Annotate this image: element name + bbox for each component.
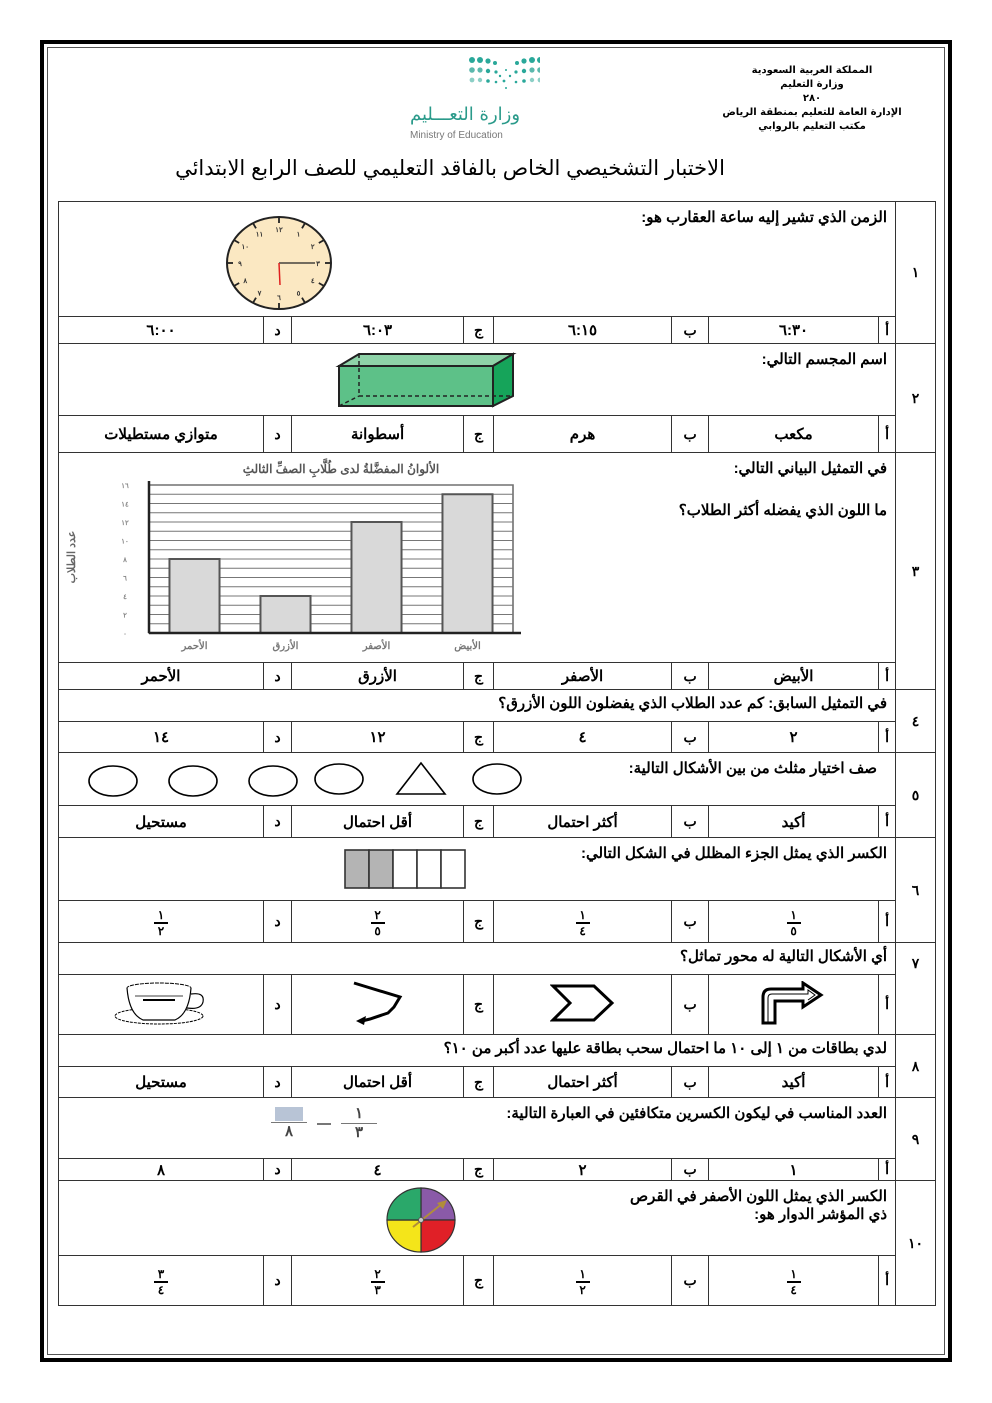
triangle-icon (397, 763, 445, 794)
y-tick-label: ١٦ (121, 483, 129, 490)
circle-icon (169, 766, 217, 796)
clock-numeral: ١١ (255, 231, 264, 239)
strip-part (369, 850, 393, 888)
spinner-sector (421, 1220, 455, 1252)
answer-row (59, 975, 936, 1035)
option-letter: أ (879, 663, 896, 690)
clock-numeral: ١٠ (241, 244, 249, 251)
header-line: المملكة العربية السعودية (751, 65, 873, 76)
question-cell (59, 1181, 896, 1256)
circle-icon (249, 766, 297, 796)
answer-row (59, 1067, 936, 1098)
option-c[interactable]: ٢ ٣ (292, 1256, 464, 1306)
option-letter: أ (879, 722, 896, 753)
option-a[interactable]: ٢ (709, 722, 879, 753)
question-row-3 (59, 453, 936, 663)
option-b[interactable]: ٢ (494, 1159, 672, 1181)
answer-row (59, 901, 936, 943)
option-letter: د (264, 1067, 292, 1098)
question-number: ٥ (896, 753, 936, 838)
option-letter: د (264, 975, 292, 1035)
option-letter: د (264, 806, 292, 838)
option-letter: ج (464, 1159, 494, 1181)
fraction-equation: ٨ ١ ٣ (271, 1106, 377, 1141)
answer-row (59, 663, 936, 690)
option-c[interactable]: أسطوانة (292, 416, 464, 453)
clock-numeral: ٩ (238, 261, 242, 268)
bar (260, 596, 310, 633)
question-text: صف اختيار مثلث من بين الأشكال التالية: (628, 760, 878, 777)
question-subtext: ما اللون الذي يفضله أكثر الطلاب؟ (678, 502, 888, 519)
bar (351, 522, 401, 633)
question-number: ٤ (896, 690, 936, 753)
option-letter: ب (672, 722, 709, 753)
x-tick-label: الأزرق (272, 641, 299, 652)
option-b[interactable]: أكثر احتمال (494, 806, 672, 838)
strip-part (345, 850, 369, 888)
answer-row (59, 722, 936, 753)
option-letter: د (264, 663, 292, 690)
y-tick-label: ٤ (123, 594, 127, 601)
question-text: اسم المجسم التالي: (761, 351, 888, 368)
chevron-icon (550, 983, 616, 1023)
option-c[interactable]: ٤ (292, 1159, 464, 1181)
option-c[interactable]: ١٢ (292, 722, 464, 753)
option-letter: ب (672, 901, 709, 943)
y-tick-label: ٠ (123, 631, 127, 638)
question-cell (59, 1035, 896, 1067)
clock-numeral: ٧ (257, 290, 262, 298)
option-letter: ب (672, 1067, 709, 1098)
option-letter: ب (672, 806, 709, 838)
clock-numeral: ١٢ (275, 227, 283, 234)
clock-numeral: ٨ (243, 278, 248, 285)
option-b[interactable]: ١ ٢ (494, 1256, 672, 1306)
question-cell (59, 344, 896, 416)
option-c[interactable]: الأزرق (292, 663, 464, 690)
clock-numeral: ٣ (316, 261, 320, 268)
ministry-logo-icon (400, 52, 540, 102)
option-letter: ب (672, 1256, 709, 1306)
bar (442, 494, 492, 633)
question-subtext: ذي المؤشر الدوار هو: (754, 1206, 888, 1223)
page-title: الاختبار التشخيصي الخاص بالفاقد التعليمي للصف الرابع الابتدائي (175, 157, 725, 180)
header-institution (712, 64, 912, 134)
chart-title: الألوانُ المفضَّلةُ لدى طُلَّابِ الصفِّ الثالثِ (242, 462, 440, 476)
option-letter: ج (464, 1256, 494, 1306)
zigzag-arrow-icon (350, 979, 406, 1027)
x-tick-label: الأبيض (454, 641, 481, 652)
option-letter: ب (672, 317, 709, 344)
circle-icon (315, 764, 363, 794)
strip-part (417, 850, 441, 888)
clock-numeral: ١ (296, 231, 301, 239)
option-a[interactable]: أكيد (709, 1067, 879, 1098)
answer-row (59, 317, 936, 344)
option-letter: ب (672, 663, 709, 690)
answer-row (59, 1159, 936, 1181)
question-number: ١٠ (896, 1181, 936, 1306)
x-tick-label: الأحمر (181, 641, 208, 652)
question-text: الكسر الذي يمثل الجزء المظلل في الشكل التالي: (580, 845, 888, 862)
y-tick-label: ٦ (123, 575, 127, 583)
y-tick-label: ١٠ (121, 538, 129, 546)
spinner-sector (387, 1188, 421, 1220)
option-d[interactable] (59, 975, 264, 1035)
question-text: الكسر الذي يمثل اللون الأصفر في القرص (630, 1188, 888, 1205)
option-d[interactable]: ٦:٠٠ (59, 317, 264, 344)
option-letter: ج (464, 722, 494, 753)
option-b[interactable]: هرم (494, 416, 672, 453)
clock-numeral: ٢ (310, 244, 315, 251)
option-a[interactable]: الأبيض (709, 663, 879, 690)
question-row-2 (59, 344, 936, 416)
clock-numeral: ٤ (310, 278, 315, 285)
question-row-5 (59, 753, 936, 806)
option-letter: أ (879, 416, 896, 453)
option-b[interactable]: أكثر احتمال (494, 1067, 672, 1098)
blank-box[interactable] (275, 1107, 303, 1121)
equals-sign (317, 1123, 331, 1125)
question-text: الزمن الذي تشير إليه ساعة العقارب هو: (641, 209, 888, 226)
question-text: في التمثيل البياني التالي: (733, 460, 888, 477)
teacup-icon (113, 980, 209, 1026)
option-d[interactable]: ٨ (59, 1159, 264, 1181)
option-letter: ب (672, 416, 709, 453)
option-d[interactable]: مستحيل (59, 1067, 264, 1098)
bent-arrow-icon (759, 981, 829, 1025)
rectangular-prism-icon (329, 350, 519, 408)
option-b[interactable]: ١ ٤ (494, 901, 672, 943)
option-letter: ج (464, 663, 494, 690)
question-cell (59, 1098, 896, 1159)
option-letter: ب (672, 1159, 709, 1181)
spinner-icon (384, 1185, 458, 1255)
question-text: العدد المناسب في ليكون الكسرين متكافئين في العبارة التالية: (506, 1105, 888, 1122)
option-a[interactable]: ١ ٥ (709, 901, 879, 943)
option-c[interactable]: ٢ ٥ (292, 901, 464, 943)
header-line: وزارة التعليم (780, 79, 844, 90)
clock-numeral: ٦ (277, 295, 281, 302)
logo-english-text: Ministry of Education (410, 130, 503, 141)
option-letter: د (264, 317, 292, 344)
y-tick-label: ٨ (123, 557, 127, 564)
option-d[interactable]: ١ ٢ (59, 901, 264, 943)
option-letter: أ (879, 1159, 896, 1181)
question-number: ١ (896, 202, 936, 344)
option-letter: ج (464, 901, 494, 943)
clock-numeral: ٥ (296, 290, 301, 298)
option-d[interactable]: الأحمر (59, 663, 264, 690)
y-tick-label: ١٢ (121, 520, 129, 527)
answer-row (59, 806, 936, 838)
question-cell (59, 838, 896, 901)
question-row-8 (59, 1035, 936, 1067)
option-c[interactable]: ٦:٠٣ (292, 317, 464, 344)
y-tick-label: ٢ (123, 612, 127, 620)
question-number: ٣ (896, 453, 936, 690)
y-tick-label: ١٤ (121, 501, 129, 509)
x-tick-label: الأصفر (362, 641, 391, 652)
option-letter: أ (879, 1067, 896, 1098)
question-cell (59, 453, 896, 663)
option-letter: ج (464, 975, 494, 1035)
option-a[interactable] (709, 975, 879, 1035)
strip-part (393, 850, 417, 888)
option-d[interactable]: ١٤ (59, 722, 264, 753)
option-letter: أ (879, 1256, 896, 1306)
logo-arabic-text: وزارة التعـــليم (410, 104, 521, 125)
question-row-6 (59, 838, 936, 901)
question-cell (59, 943, 896, 975)
question-number: ٦ (896, 838, 936, 943)
question-row-1 (59, 202, 936, 317)
circle-icon (89, 766, 137, 796)
question-cell (59, 202, 896, 317)
option-a[interactable]: مكعب (709, 416, 879, 453)
circle-icon (473, 764, 521, 794)
answer-row (59, 416, 936, 453)
question-row-7 (59, 943, 936, 975)
option-letter: أ (879, 806, 896, 838)
option-letter: د (264, 416, 292, 453)
question-text: لدي بطاقات من ١ إلى ١٠ ما احتمال سحب بطاقة عليها عدد أكبر من ١٠؟ (443, 1040, 888, 1057)
header-line: مكتب التعليم بالروابي (758, 121, 866, 132)
chart-ylabel: عدد الطلاب (66, 530, 78, 584)
question-cell (59, 690, 896, 722)
strip-part (441, 850, 465, 888)
question-number: ٩ (896, 1098, 936, 1181)
fraction-strip (343, 848, 471, 890)
option-c[interactable]: أقل احتمال (292, 806, 464, 838)
question-row-10 (59, 1181, 936, 1256)
option-b[interactable] (494, 975, 672, 1035)
header-line: ٢٨٠ (802, 93, 822, 104)
header-line: الإدارة العامة للتعليم بمنطقة الرياض (722, 107, 902, 118)
question-number: ٧ (896, 943, 936, 1035)
option-b[interactable]: الأصفر (494, 663, 672, 690)
question-row-9 (59, 1098, 936, 1159)
option-letter: ج (464, 806, 494, 838)
answer-row (59, 1256, 936, 1306)
option-letter: أ (879, 317, 896, 344)
question-row-4 (59, 690, 936, 722)
question-text: أي الأشكال التالية له محور تماثل؟ (680, 948, 888, 965)
option-a[interactable]: أكيد (709, 806, 879, 838)
option-letter: د (264, 722, 292, 753)
option-d[interactable]: مستحيل (59, 806, 264, 838)
option-b[interactable]: ٤ (494, 722, 672, 753)
option-letter: ب (672, 975, 709, 1035)
option-letter: ج (464, 416, 494, 453)
option-c[interactable]: أقل احتمال (292, 1067, 464, 1098)
option-b[interactable]: ٦:١٥ (494, 317, 672, 344)
question-number: ٢ (896, 344, 936, 453)
option-d[interactable]: ٣ ٤ (59, 1256, 264, 1306)
bar (169, 559, 219, 633)
question-text: في التمثيل السابق: كم عدد الطلاب الذي يفضلون اللون الأزرق؟ (498, 695, 888, 712)
hour-hand (279, 263, 280, 285)
option-letter: د (264, 901, 292, 943)
exam-table (58, 201, 936, 1306)
option-letter: أ (879, 975, 896, 1035)
clock-icon (225, 214, 333, 312)
option-letter: د (264, 1159, 292, 1181)
bar-chart (61, 457, 531, 661)
question-number: ٨ (896, 1035, 936, 1098)
option-letter: ج (464, 1067, 494, 1098)
question-cell (59, 753, 896, 806)
option-a[interactable]: ١ ٤ (709, 1256, 879, 1306)
option-a[interactable]: ٦:٣٠ (709, 317, 879, 344)
option-letter: أ (879, 901, 896, 943)
option-letter: ج (464, 317, 494, 344)
option-c[interactable] (292, 975, 464, 1035)
option-a[interactable]: ١ (709, 1159, 879, 1181)
option-d[interactable]: متوازي مستطيلات (59, 416, 264, 453)
option-letter: د (264, 1256, 292, 1306)
shapes-row (87, 761, 527, 801)
